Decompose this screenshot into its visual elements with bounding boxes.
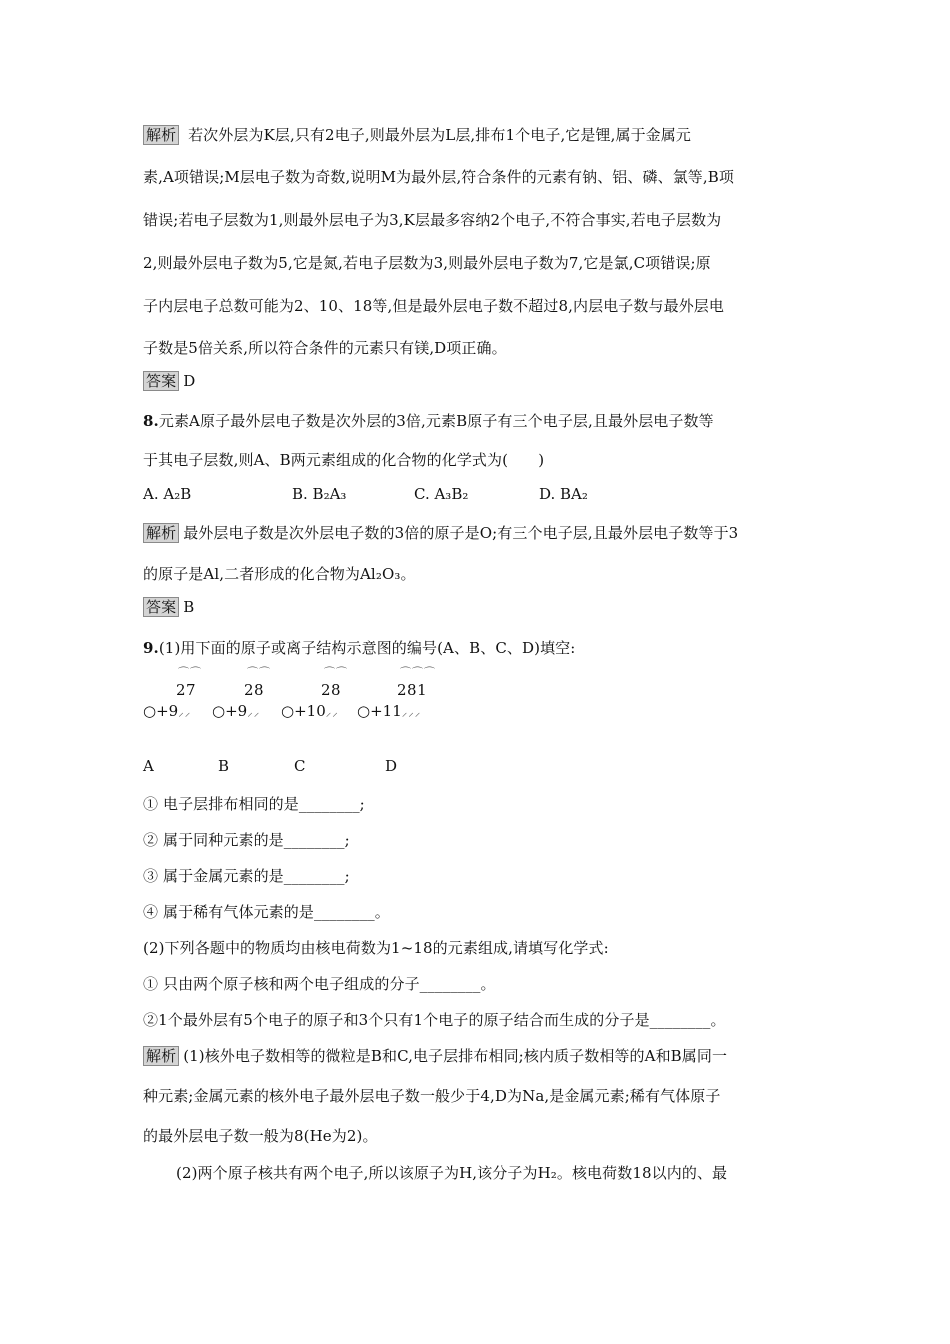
nucleus: ○+9⸝⸝	[212, 702, 261, 720]
nucleus: ○+9⸝⸝	[143, 702, 192, 720]
nucleus: ○+11⸝⸝⸝	[357, 702, 422, 720]
answer-tag: 答案	[143, 597, 179, 617]
diagram-label-a: A	[143, 757, 154, 775]
q8-number: 8.	[143, 412, 159, 430]
shell-arcs: ⌒⌒⌒	[400, 666, 436, 679]
answer-tag: 答案	[143, 371, 179, 391]
answer-line	[143, 371, 195, 391]
q8-stem-line-2: 于其电子层数,则A、B两元素组成的化合物的化学式为( )	[143, 451, 545, 469]
analysis-line-6: 子数是5倍关系,所以符合条件的元素只有镁,D项正确。	[143, 339, 507, 357]
q9-item-4: ④ 属于稀有气体元素的是________。	[143, 903, 390, 921]
q9-item-6: ②1个最外层有5个电子的原子和3个只有1个电子的原子结合而生成的分子是________。	[143, 1011, 726, 1029]
q8-analysis-line-2: 的原子是Al,二者形成的化合物为Al₂O₃。	[143, 565, 416, 583]
nucleus: ○+10⸝⸝	[281, 702, 339, 720]
q9-analysis-line-3: 的最外层电子数一般为8(He为2)。	[143, 1127, 378, 1145]
answer-value: D	[183, 372, 196, 390]
shell-electrons: 27	[176, 681, 197, 699]
q9-item-1: ① 电子层排布相同的是________;	[143, 795, 365, 813]
shell-arcs: ⌒⌒	[247, 666, 271, 679]
q8-analysis-line-1: 解析 最外层电子数是次外层电子数的3倍的原子是O;有三个电子层,且最外层电子数等于3	[143, 522, 738, 543]
answer-value: B	[183, 598, 195, 616]
diagram-label-b: B	[218, 757, 230, 775]
shell-electrons: 28	[244, 681, 265, 699]
analysis-line-4: 2,则最外层电子数为5,它是氮,若电子层数为3,则最外层电子数为7,它是氯,C项错误;原	[143, 254, 711, 272]
q9-item-2: ② 属于同种元素的是________;	[143, 831, 350, 849]
shell-electrons: 281	[397, 681, 428, 699]
diagram-label-d: D	[385, 757, 398, 775]
analysis-line-3: 错误;若电子层数为1,则最外层电子为3,K层最多容纳2个电子,不符合事实,若电子层数为	[143, 211, 722, 229]
q9-item-3: ③ 属于金属元素的是________;	[143, 867, 350, 885]
q8-option-c: C. A₃B₂	[414, 485, 469, 503]
q8-option-b: B. B₂A₃	[292, 485, 347, 503]
analysis-tag: 解析	[143, 523, 179, 543]
q9-number: 9.	[143, 639, 159, 657]
analysis-line-5: 子内层电子总数可能为2、10、18等,但是最外层电子数不超过8,内层电子数与最外层电	[143, 297, 725, 315]
q9-analysis-line-4: (2)两个原子核共有两个电子,所以该原子为H,该分子为H₂。核电荷数18以内的、最	[176, 1164, 728, 1182]
analysis-tag: 解析	[143, 125, 179, 145]
shell-electrons: 28	[321, 681, 342, 699]
q9-intro-2: (2)下列各题中的物质均由核电荷数为1~18的元素组成,请填写化学式:	[143, 939, 609, 957]
q9-item-5: ① 只由两个原子核和两个电子组成的分子________。	[143, 975, 496, 993]
analysis-line-1: 解析 若次外层为K层,只有2电子,则最外层为L层,排布1个电子,它是锂,属于金属元	[143, 124, 691, 145]
q8-stem-line-1: 8.元素A原子最外层电子数是次外层的3倍,元素B原子有三个电子层,且最外层电子数等	[143, 412, 714, 430]
analysis-tag: 解析	[143, 1046, 179, 1066]
diagram-label-c: C	[294, 757, 306, 775]
analysis-line-2: 素,A项错误;M层电子数为奇数,说明M为最外层,符合条件的元素有钠、铝、磷、氯等,B项	[143, 168, 735, 186]
shell-arcs: ⌒⌒	[178, 666, 202, 679]
q8-answer-line	[143, 597, 194, 617]
q9-analysis-line-2: 种元素;金属元素的核外电子最外层电子数一般少于4,D为Na,是金属元素;稀有气体原子	[143, 1087, 721, 1105]
q8-option-a: A. A₂B	[143, 485, 192, 503]
shell-arcs: ⌒⌒	[324, 666, 348, 679]
q9-intro: 9.(1)用下面的原子或离子结构示意图的编号(A、B、C、D)填空:	[143, 639, 576, 657]
q8-option-d: D. BA₂	[539, 485, 588, 503]
q9-analysis-line-1: 解析 (1)核外电子数相等的微粒是B和C,电子层排布相同;核内质子数相等的A和B属同一	[143, 1045, 727, 1066]
